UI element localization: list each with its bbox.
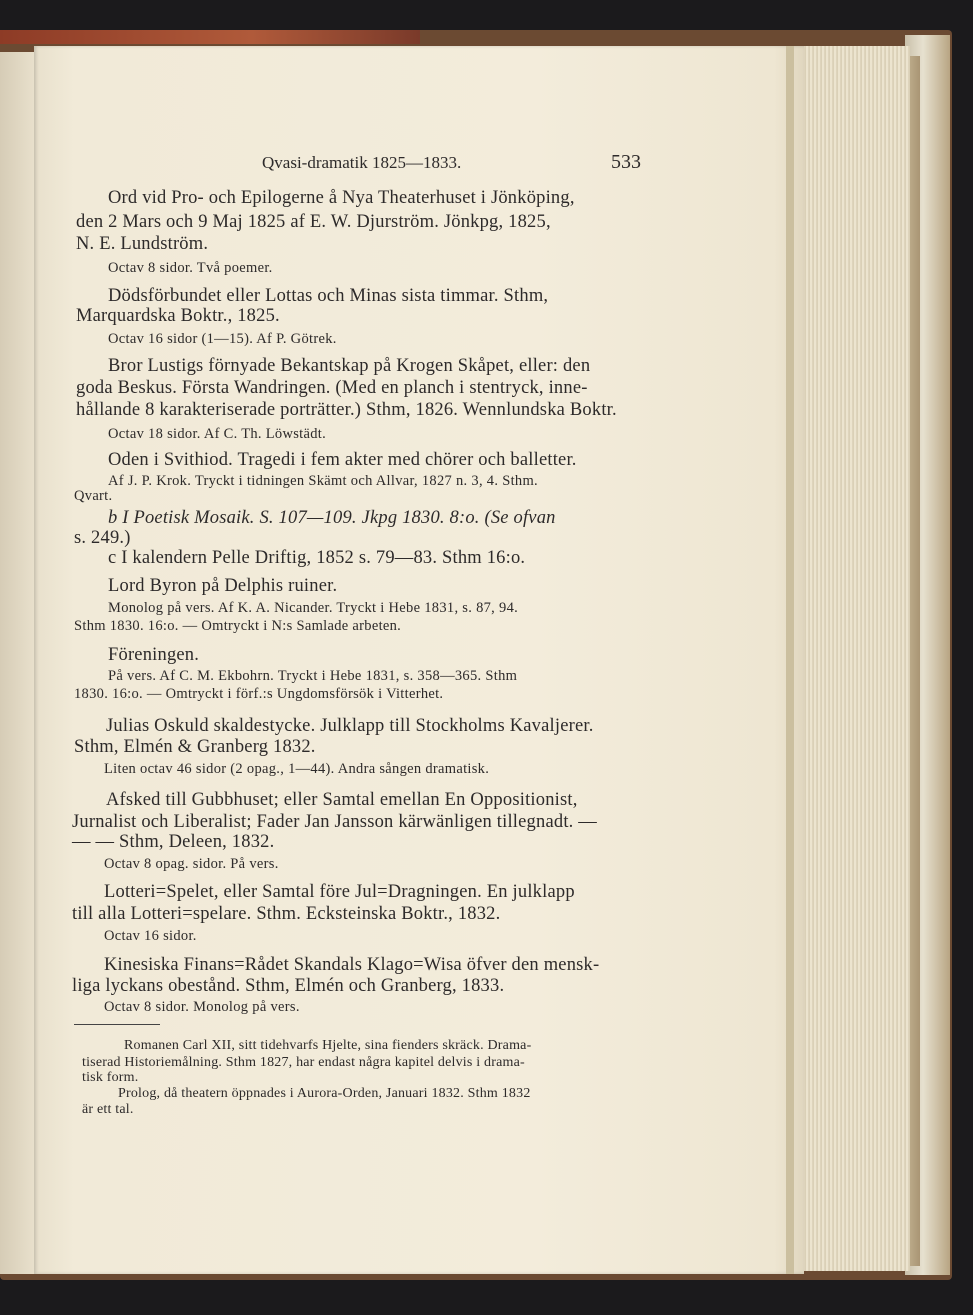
entry-line: Bror Lustigs förnyade Bekantskap på Krogen Skåpet, eller: den: [108, 356, 591, 376]
footnote-line: tisk form.: [82, 1070, 139, 1085]
entry-note: Monolog på vers. Af K. A. Nicander. Tryckt i Hebe 1831, s. 87, 94.: [108, 600, 519, 616]
spine-band: [0, 30, 420, 44]
entry-line: Oden i Svithiod. Tragedi i fem akter med chörer och balletter.: [108, 450, 577, 470]
entry-note: Octav 8 opag. sidor. På vers.: [104, 856, 279, 872]
entry-line: Marquardska Boktr., 1825.: [76, 306, 280, 326]
page-block: [790, 46, 910, 1271]
entry-note: Af J. P. Krok. Tryckt i tidningen Skämt och Allvar, 1827 n. 3, 4. Sthm.: [108, 473, 538, 489]
entry-line: Sthm, Elmén & Granberg 1832.: [74, 737, 316, 757]
entry-line: hållande 8 karakteriserade porträtter.) Sthm, 1826. Wennlundska Boktr.: [76, 400, 617, 420]
entry-note: Sthm 1830. 16:o. — Omtryckt i N:s Samlade arbeten.: [74, 618, 402, 634]
page-edge: [786, 46, 794, 1274]
footnote-line: Romanen Carl XII, sitt tidehvarfs Hjelte, sina fienders skräck. Drama-: [124, 1038, 532, 1053]
entry-line: Afsked till Gubbhuset; eller Samtal emellan En Oppositionist,: [106, 790, 578, 810]
footnote-line: Prolog, då theatern öppnades i Aurora-Orden, Januari 1832. Sthm 1832: [118, 1086, 531, 1101]
entry-line: s. 249.): [74, 528, 131, 548]
entry-line: goda Beskus. Första Wandringen. (Med en planch i stentryck, inne-: [76, 378, 588, 398]
entry-line: c I kalendern Pelle Driftig, 1852 s. 79—83. Sthm 16:o.: [108, 548, 526, 568]
entry-line: Lord Byron på Delphis ruiner.: [108, 576, 338, 596]
footnote-rule: [74, 1024, 160, 1025]
page-number: 533: [611, 151, 641, 173]
entry-line: Föreningen.: [108, 645, 200, 665]
entry-note: Octav 8 sidor. Monolog på vers.: [104, 999, 300, 1015]
entry-line: Lotteri=Spelet, eller Samtal före Jul=Dragningen. En julklapp: [104, 882, 575, 902]
entry-line: Kinesiska Finans=Rådet Skandals Klago=Wisa öfver den mensk-: [104, 955, 600, 975]
entry-line: — — Sthm, Deleen, 1832.: [72, 832, 275, 852]
left-page-edge: [0, 52, 36, 1274]
entry-note: Octav 18 sidor. Af C. Th. Löwstädt.: [108, 426, 327, 442]
entry-line: b I Poetisk Mosaik. S. 107—109. Jkpg 1830. 8:o. (Se ofvan: [108, 508, 556, 528]
entry-line: Ord vid Pro- och Epilogerne å Nya Theaterhuset i Jönköping,: [108, 188, 575, 208]
entry-note: Octav 16 sidor.: [104, 928, 197, 944]
entry-note: Octav 16 sidor (1—15). Af P. Götrek.: [108, 331, 337, 347]
running-title: Qvasi-dramatik 1825—1833.: [262, 153, 462, 172]
entry-line: Jurnalist och Liberalist; Fader Jan Jansson kärwänligen tillegnadt. —: [72, 812, 598, 832]
entry-note: Qvart.: [74, 488, 113, 504]
entry-line: till alla Lotteri=spelare. Sthm. Ecksteinska Boktr., 1832.: [72, 904, 501, 924]
entry-note: På vers. Af C. M. Ekbohrn. Tryckt i Hebe 1831, s. 358—365. Sthm: [108, 668, 518, 684]
footnote-line: tiserad Historiemålning. Sthm 1827, har endast några kapitel delvis i drama-: [82, 1055, 525, 1070]
entry-note: 1830. 16:o. — Omtryckt i förf.:s Ungdomsförsök i Vitterhet.: [74, 686, 444, 702]
entry-line: Julias Oskuld skaldestycke. Julklapp till Stockholms Kavaljerer.: [106, 716, 594, 736]
entry-line: liga lyckans obestånd. Sthm, Elmén och Granberg, 1833.: [72, 976, 505, 996]
entry-line: den 2 Mars och 9 Maj 1825 af E. W. Djurström. Jönkpg, 1825,: [76, 212, 551, 232]
footnote-line: är ett tal.: [82, 1102, 134, 1117]
entry-note: Octav 8 sidor. Två poemer.: [108, 260, 273, 276]
entry-note: Liten octav 46 sidor (2 opag., 1—44). Andra sången dramatisk.: [104, 761, 490, 777]
entry-line: N. E. Lundström.: [76, 234, 209, 254]
entry-line: Dödsförbundet eller Lottas och Minas sista timmar. Sthm,: [108, 286, 549, 306]
